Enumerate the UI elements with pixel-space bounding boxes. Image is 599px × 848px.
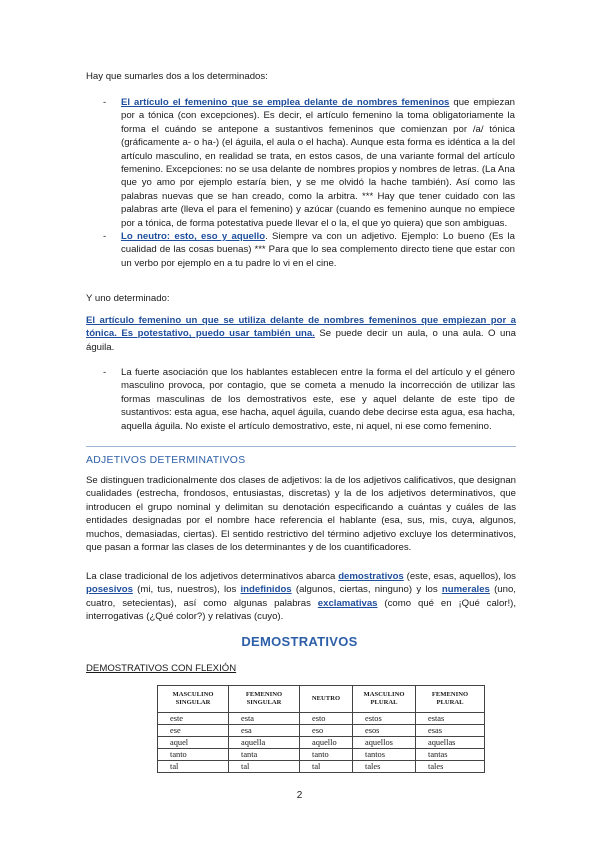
- table-header-row: [158, 686, 485, 713]
- link-articulo-el-femenino[interactable]: El artículo el femenino que se emplea delante de nombres femeninos: [121, 97, 450, 108]
- demostrativos-table: [157, 685, 485, 773]
- list-item: [103, 366, 515, 433]
- list-item-text: que empiezan por a tónica (con excepciones). Es decir, el artículo femenino la toma obligatoriamente la forma el cuándo se antepone a sustantivos femeninos que comienzan por /a/ tónica (gráficamente a- o ha-) (el águila, el aula o el hacha). Aunque esta forma es idéntica a la del artículo masculino, en realidad se trata, en estos casos, de una variante formal del artículo femenino. Excepciones: no se usa delante de nombres propios y nombres de letras. (La Ana que yo amo por ejemplo estaría bien, y se me olvidó la hache también). Así como las palabras nuevas que se han creado, como la arbitra. *** Hay que tener cuidado con las palabras arte (lleva el para el femenino) y azúcar (cuando es femenino aunque no empiece por a tónica, de forma potestativa puede llevar el o la, el que yo quiera) que son ambiguas.: [121, 97, 515, 229]
- link-lo-neutro[interactable]: Lo neutro: esto, eso y aquello: [121, 231, 266, 243]
- column-header: FEMENINO SINGULAR: [229, 686, 300, 713]
- asociacion-list: [103, 366, 515, 433]
- text-run: (como qué en ¡Qué calor!), interrogativas (¿Qué color?) y relativas (cuyo).: [86, 597, 516, 623]
- text-run: (mi, tus, nuestros), los: [132, 584, 241, 596]
- table-cell: esa: [229, 725, 300, 737]
- table-row: [158, 737, 485, 749]
- table-cell: esas: [416, 725, 485, 737]
- table-cell: tantos: [353, 749, 416, 761]
- list-item-text: La fuerte asociación que los hablantes establecen entre la forma el del artículo y el género masculino provoca, por contagio, que se cometa a menudo la incorrección de utilizar las formas masculinas de los demostrativos este, ese y aquel delante de este tipo de sustantivos: esta agua, ese hacha, aquel águila, cuando debe decirse esta agua, esa hacha, aquella águila. No existe el artículo demostrativo, este, ni aquel, ni ese como femenino.: [121, 367, 515, 432]
- link-exclamativas[interactable]: exclamativas: [317, 597, 378, 609]
- column-header: FEMENINO PLURAL: [416, 686, 485, 713]
- intro-text: Hay que sumarles dos a los determinados:: [86, 71, 268, 82]
- table-cell: tanto: [158, 749, 229, 761]
- section-divider: [86, 446, 516, 447]
- table-cell: aquellas: [416, 737, 485, 749]
- table-cell: aquellos: [353, 737, 416, 749]
- link-posesivos[interactable]: posesivos: [86, 584, 133, 596]
- table-cell: estos: [353, 713, 416, 725]
- demostrativos-title: DEMOSTRATIVOS: [241, 634, 358, 649]
- table-row: [158, 749, 485, 761]
- table-cell: eso: [300, 725, 353, 737]
- column-header: MASCULINO PLURAL: [353, 686, 416, 713]
- indeterminado-intro: Y uno determinado:: [86, 293, 170, 304]
- column-header: MASCULINO SINGULAR: [158, 686, 229, 713]
- link-indefinidos[interactable]: indefinidos: [240, 584, 292, 596]
- table-cell: aquel: [158, 737, 229, 749]
- table-cell: estas: [416, 713, 485, 725]
- table-cell: tal: [300, 761, 353, 773]
- table-cell: tanta: [229, 749, 300, 761]
- table-cell: aquella: [229, 737, 300, 749]
- table-cell: tales: [353, 761, 416, 773]
- table-cell: ese: [158, 725, 229, 737]
- link-numerales[interactable]: numerales: [441, 584, 490, 596]
- table-cell: tales: [416, 761, 485, 773]
- table-cell: esta: [229, 713, 300, 725]
- list-item: [103, 96, 515, 230]
- table-cell: aquello: [300, 737, 353, 749]
- table-cell: tanto: [300, 749, 353, 761]
- flexion-heading: DEMOSTRATIVOS CON FLEXIÓN: [86, 663, 237, 674]
- column-header: NEUTRO: [300, 686, 353, 713]
- bullet-dash: -: [103, 97, 107, 108]
- bullet-dash: -: [103, 231, 107, 243]
- page-number: 2: [296, 790, 303, 801]
- table-row: [158, 761, 485, 773]
- link-articulo-un[interactable]: El artículo femenino un que se utiliza delante de nombres femeninos que empiezan por a tónica. Es potestativo, puedo usar también una.: [86, 315, 516, 340]
- list-item: [103, 230, 515, 270]
- bullet-dash: -: [103, 367, 107, 378]
- indeterminado-text: Se puede decir un aula, o una aula. O una águila.: [86, 328, 517, 353]
- text-run: La clase tradicional de los adjetivos determinativos abarca: [86, 571, 339, 582]
- text-run: (uno, cuatro, setecientas), así como algunas palabras: [86, 584, 516, 609]
- table-row: [158, 725, 485, 737]
- link-demostrativos[interactable]: demostrativos: [338, 571, 404, 582]
- determinados-list: [103, 96, 515, 270]
- table-cell: este: [158, 713, 229, 725]
- table-cell: esos: [353, 725, 416, 737]
- table-cell: tantas: [416, 749, 485, 761]
- text-run: (algunos, ciertas, ninguno) y los: [291, 584, 442, 596]
- table-row: [158, 713, 485, 725]
- text-run: (este, esas, aquellos), los: [403, 571, 516, 582]
- paragraph-adjetivos: Se distinguen tradicionalmente dos clases de adjetivos: la de los adjetivos calificativos, que designan cualidades (estrecha, frondosos, entusiastas, discretas) y la de los adjetivos determinativos, que introducen el grupo nominal y delimitan su denotación especificando a cuántas y cuáles de las entidades designadas por el nombre hace referencia el hablante (esa, sus, mis, cuya, algunos, muchos, demasiadas, ciertas). El sentido restrictivo del término adjetivo excluye los determinativos, que pasan a formar las clases de los determinantes y de los cuantificadores.: [86, 475, 516, 554]
- list-item-text: . Siempre va con un adjetivo. Ejemplo: Lo bueno (Es la cualidad de las cosas buenas) *** Para que lo sea complemento directo tiene que estar con un verbo por ejemplo en a tu padre lo vi en el cine.: [121, 231, 515, 269]
- indeterminado-paragraph: [86, 314, 516, 354]
- table-cell: tal: [158, 761, 229, 773]
- table-cell: esto: [300, 713, 353, 725]
- table-cell: tal: [229, 761, 300, 773]
- section-heading: ADJETIVOS DETERMINATIVOS: [86, 455, 246, 466]
- paragraph-clases: [86, 570, 516, 624]
